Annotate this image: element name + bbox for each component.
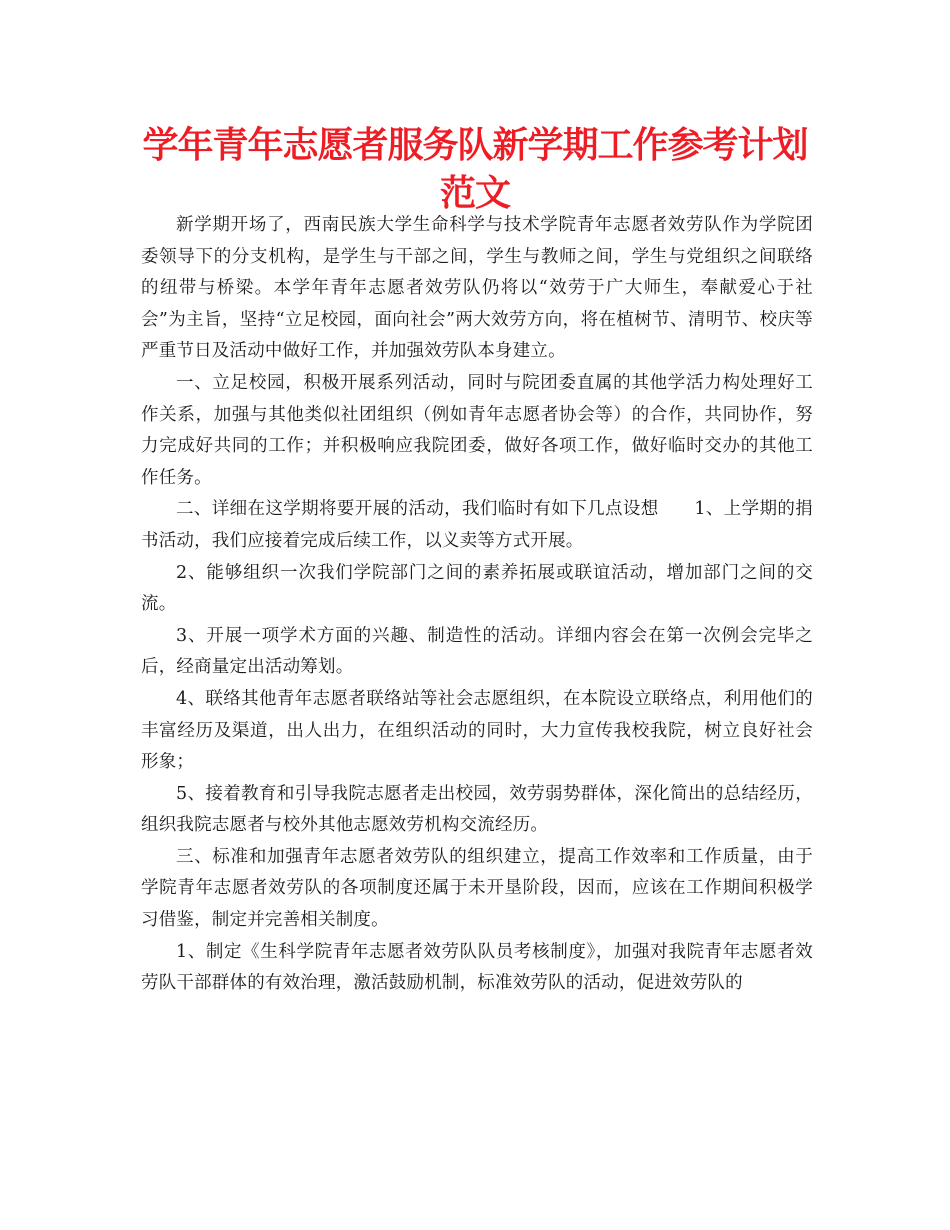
paragraph: 4、联络其他青年志愿者联络站等社会志愿组织，在本院设立联络点，利用他们的丰富经历及渠道，出人出力，在组织活动的同时，大力宣传我校我院，树立良好社会形象； (141, 688, 813, 773)
paragraph: 新学期开场了，西南民族大学生命科学与技术学院青年志愿者效劳队作为学院团委领导下的分支机构，是学生与干部之间，学生与教师之间，学生与党组织之间联络的纽带与桥梁。本学年青年志愿者效劳队仍将以“效劳于广大师生，奉献爱心于社会”为主旨，坚持“立足校园，面向社会”两大效劳方向，将在植树节、清明节、校庆等严重节日及活动中做好工作，并加强效劳队本身建立。 (141, 215, 813, 362)
paragraph: 3、开展一项学术方面的兴趣、制造性的活动。详细内容会在第一次例会完毕之后，经商量定出活动筹划。 (141, 625, 813, 678)
paragraph: 二、详细在这学期将要开展的活动，我们临时有如下几点设想 1、上学期的捐书活动，我们应接着完成后续工作，以义卖等方式开展。 (141, 499, 813, 551)
paragraph: 5、接着教育和引导我院志愿者走出校园，效劳弱势群体，深化简出的总结经历，组织我院志愿者与校外其他志愿效劳机构交流经历。 (141, 783, 813, 836)
document-title: 学年青年志愿者服务队新学期工作参考计划范文 (142, 125, 808, 214)
paragraph: 三、标准和加强青年志愿者效劳队的组织建立，提高工作效率和工作质量，由于学院青年志愿者效劳队的各项制度还属于未开垦阶段，因而，应该在工作期间积极学习借鉴，制定并完善相关制度。 (141, 846, 813, 931)
paragraph: 1、制定《生科学院青年志愿者效劳队队员考核制度》，加强对我院青年志愿者效劳队干部群体的有效治理，激活鼓励机制，标准效劳队的活动，促进效劳队的 (141, 941, 813, 994)
paragraph: 2、能够组织一次我们学院部门之间的素养拓展或联谊活动，增加部门之间的交流。 (141, 562, 813, 615)
paragraph: 一、立足校园，积极开展系列活动，同时与院团委直属的其他学活力构处理好工作关系，加强与其他类似社团组织（例如青年志愿者协会等）的合作，共同协作，努力完成好共同的工作；并积极响应我院团委，做好各项工作，做好临时交办的其他工作任务。 (141, 372, 813, 488)
document-body (141, 210, 813, 1000)
